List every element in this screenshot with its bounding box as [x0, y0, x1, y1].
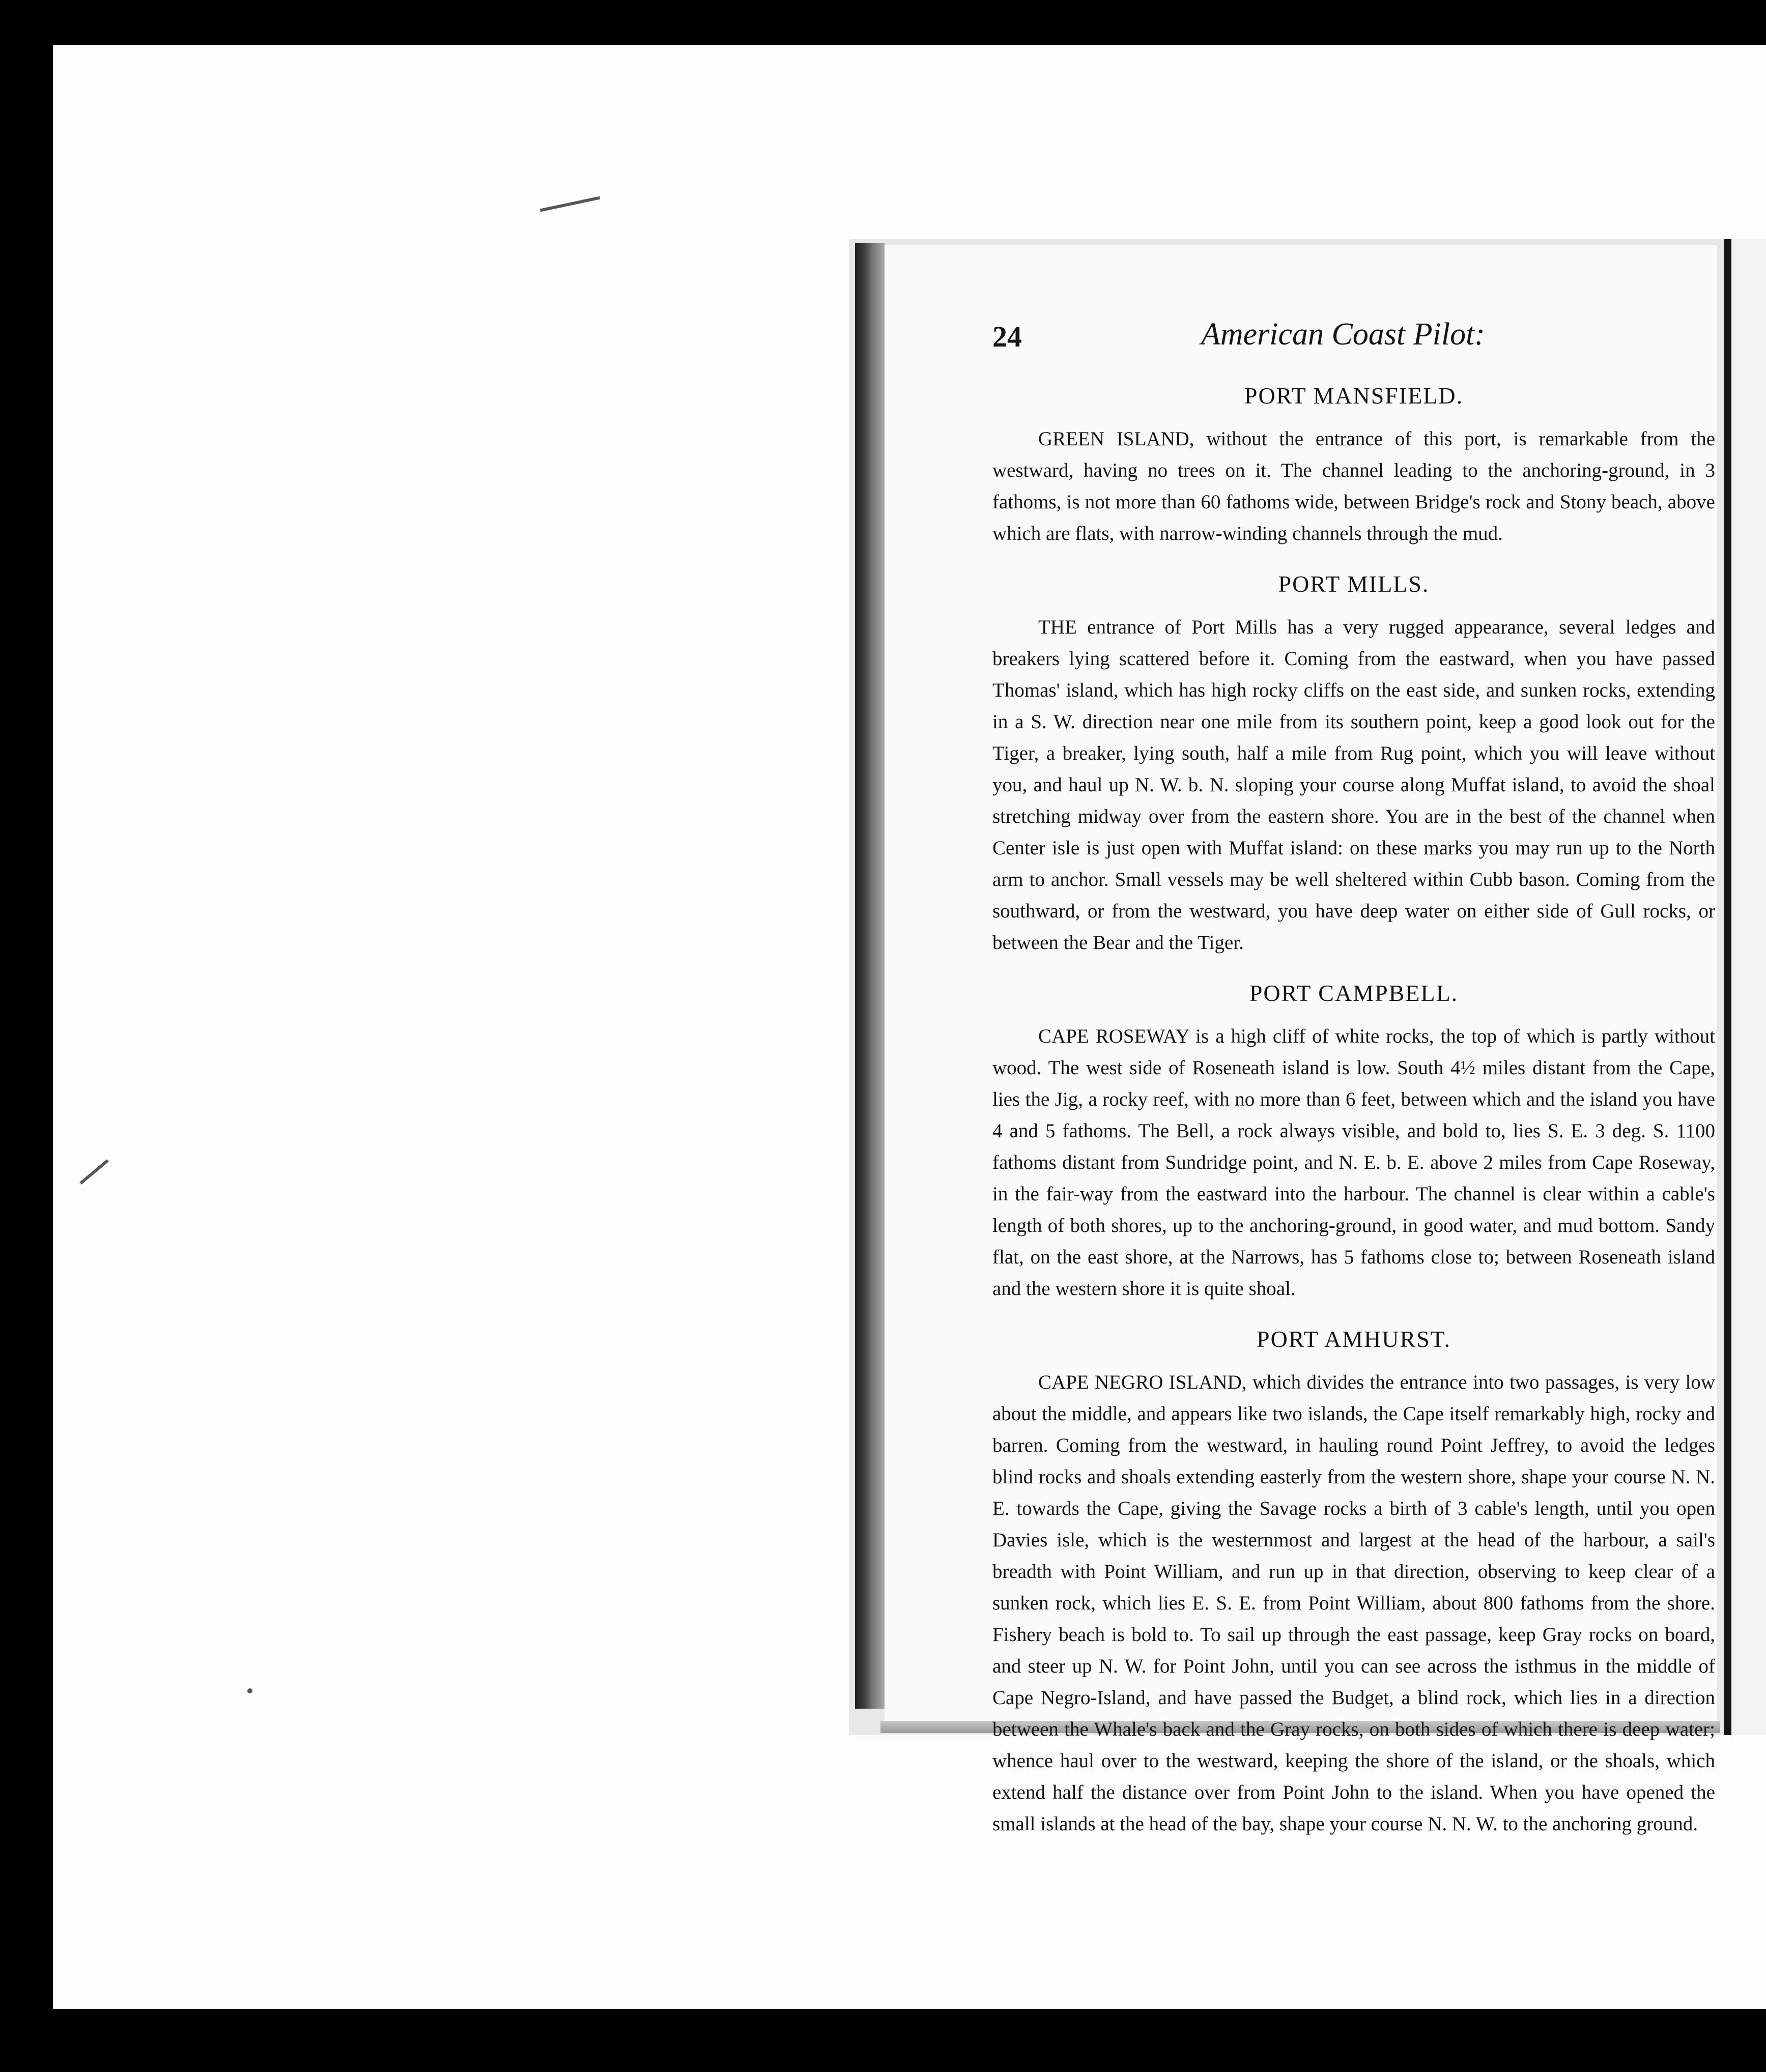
page-number: 24 — [992, 320, 1022, 353]
section-paragraph: THE entrance of Port Mills has a very rugged appearance, several ledges and breakers lying scattered before it. Coming from the eastward, when you have passed Thomas' island, which has high rocky cliffs on the east side, and sunken rocks, extending in a S. W. direction near one mile from its southern point, keep a good look out for the Tiger, a breaker, lying south, half a mile from Rug point, which you will leave without you, and haul up N. W. b. N. sloping your course along Muffat island, to avoid the shoal stretching midway over from the eastern shore. You are in the best of the channel when Center isle is just open with Muffat island: on these marks you may run up to the North arm to anchor. Small vessels may be well sheltered within Cubb bason. Coming from the southward, or from the westward, you have deep water on either side of Gull rocks, or between the Bear and the Tiger. — [992, 616, 1715, 954]
next-page-edge — [1724, 239, 1731, 1735]
running-title: American Coast Pilot: — [1201, 317, 1485, 352]
running-head — [992, 305, 1715, 361]
next-page-fragment — [1731, 239, 1766, 1735]
section-paragraph: CAPE ROSEWAY is a high cliff of white rocks, the top of which is partly without wood. The west side of Roseneath island is low. South 4½ miles distant from the Cape, lies the Jig, a rocky reef, with no more than 6 feet, between which and the island you have 4 and 5 fathoms. The Bell, a rock always visible, and bold to, lies S. E. 3 deg. S. 1100 fathoms distant from Sundridge point, and N. E. b. E. above 2 miles from Cape Roseway, in the fair-way from the eastward into the harbour. The channel is clear within a cable's length of both shores, up to the anchoring-ground, in good water, and mud bottom. Sandy flat, on the east shore, at the Narrows, has 5 fathoms close to; between Roseneath island and the western shore it is quite shoal. — [992, 1025, 1715, 1300]
page-text — [992, 305, 1715, 1840]
section-paragraph: CAPE NEGRO ISLAND, which divides the entrance into two passages, is very low about the middle, and appears like two islands, the Cape itself remarkably high, rocky and barren. Coming from the westward, in hauling round Point Jeffrey, to avoid the ledges blind rocks and shoals extending easterly from the western shore, shape your course N. N. E. towards the Cape, giving the Savage rocks a birth of 3 cable's length, until you open Davies isle, which is the westernmost and largest at the head of the harbour, a sail's breadth with Point William, and run up in that direction, observing to keep clear of a sunken rock, which lies E. S. E. from Point William, about 800 fathoms from the shore. Fishery beach is bold to. To sail up through the east passage, keep Gray rocks on board, and steer up N. W. for Point John, until you can see across the isthmus in the middle of Cape Negro-Island, and have passed the Budget, a blind rock, which lies in a direction between the Whale's back and the Gray rocks, on both sides of which there is deep water; whence haul over to the westward, keeping the shore of the island, or the shoals, which extend half the distance over from Point John to the island. When you have opened the small islands at the head of the bay, shape your course N. N. W. to the anchoring ground. — [992, 1371, 1715, 1835]
section-heading: PORT AMHURST. — [1257, 1326, 1451, 1352]
section-heading: PORT CAMPBELL. — [1249, 980, 1459, 1006]
scan-speck — [247, 1688, 252, 1693]
section-heading: PORT MILLS. — [1278, 571, 1430, 597]
section-paragraph: GREEN ISLAND, without the entrance of this port, is remarkable from the westward, having no trees on it. The channel leading to the anchoring-ground, in 3 fathoms, is not more than 60 fathoms wide, between Bridge's rock and Stony beach, above which are flats, with narrow-winding channels through the mud. — [992, 428, 1715, 544]
section-heading: PORT MANSFIELD. — [1244, 383, 1464, 409]
page-spine — [855, 243, 885, 1709]
